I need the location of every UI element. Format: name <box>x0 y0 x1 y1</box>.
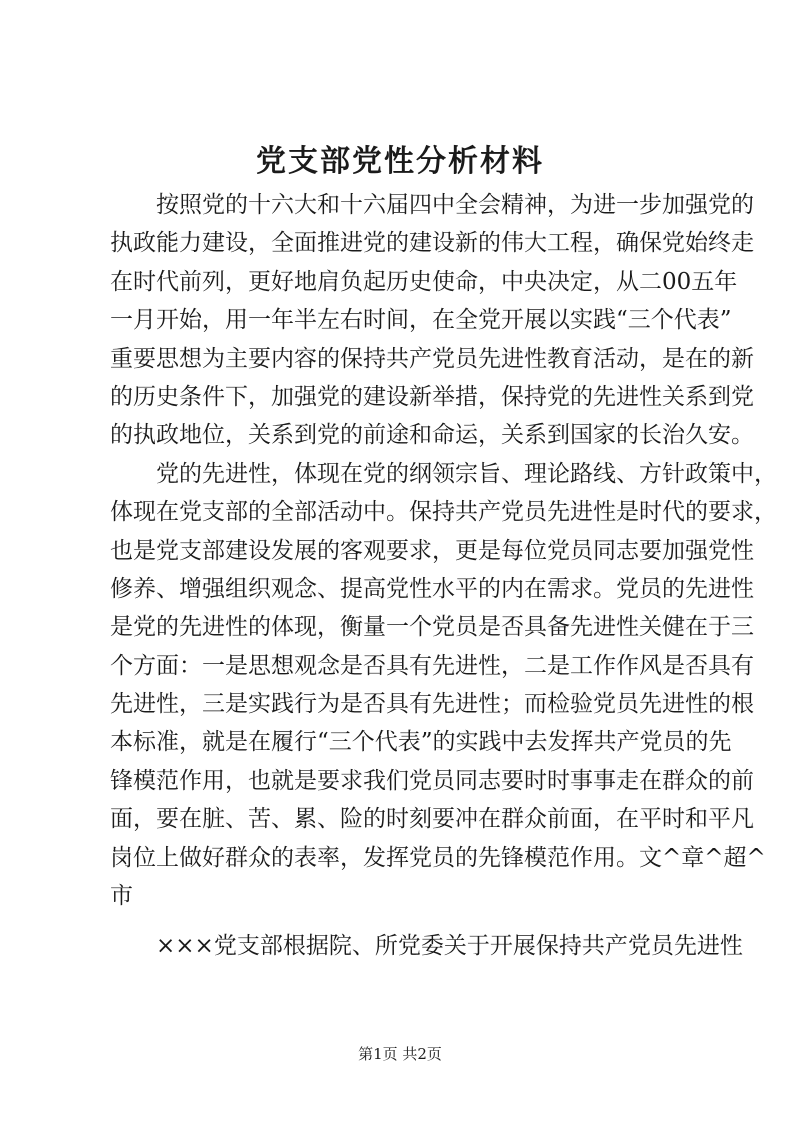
paragraph-2-line-9: 锋模范作用，也就是要求我们党员同志要时时事事走在群众的前 <box>110 767 754 794</box>
paragraph-2-line-7: 先进性，三是实践行为是否具有先进性；而检验党员先进性的根 <box>110 691 754 718</box>
paragraph-spacer <box>110 915 710 927</box>
paragraph-2-line-12: 市 <box>110 883 133 910</box>
paragraph-2-line-10: 面，要在脏、苦、累、险的时刻要冲在群众前面，在平时和平凡 <box>110 806 754 833</box>
paragraph-1-line-7: 的执政地位，关系到党的前途和命运，关系到国家的长治久安。 <box>110 422 754 449</box>
paragraph-2-line-6: 个方面：一是思想观念是否具有先进性，二是工作作风是否具有 <box>110 652 754 679</box>
paragraph-2-line-4: 修养、增强组织观念、提高党性水平的内在需求。党员的先进性 <box>110 575 754 602</box>
paragraph-1-line-5: 重要思想为主要内容的保持共产党员先进性教育活动，是在的新 <box>110 345 754 372</box>
page-number-footer: 第1页 共2页 <box>358 1045 442 1063</box>
paragraph-1-line-3: 在时代前列，更好地肩负起历史使命，中央决定，从二00五年 <box>110 268 738 295</box>
paragraph-1-line-1: 按照党的十六大和十六届四中全会精神，为进一步加强党的 <box>156 192 754 218</box>
paragraph-1-line-4: 一月开始，用一年半左右时间，在全党开展以实践“三个代表” <box>110 307 732 334</box>
paragraph-3-line-1: ×××党支部根据院、所党委关于开展保持共产党员先进性 <box>156 933 743 960</box>
paragraph-1-line-6: 的历史条件下，加强党的建设新举措，保持党的先进性关系到党 <box>110 383 754 410</box>
paragraph-1-line-2: 执政能力建设，全面推进党的建设新的伟大工程，确保党始终走 <box>110 230 754 257</box>
paragraph-2-line-8: 本标准，就是在履行“三个代表”的实践中去发挥共产党员的先 <box>110 729 732 756</box>
document-body <box>110 186 777 966</box>
paragraph-2-line-11: 岗位上做好群众的表率，发挥党员的先锋模范作用。文^章^超^ <box>110 844 766 871</box>
document-title: 党支部党性分析材料 <box>256 144 544 179</box>
paragraph-2-line-2: 体现在党支部的全部活动中。保持共产党员先进性是时代的要求， <box>110 499 777 526</box>
paragraph-2-line-5: 是党的先进性的体现，衡量一个党员是否具备先进性关健在于三 <box>110 614 754 641</box>
paragraph-2-line-3: 也是党支部建设发展的客观要求，更是每位党员同志要加强党性 <box>110 537 754 564</box>
paragraph-2-line-1: 党的先进性，体现在党的纲领宗旨、理论路线、方针政策中， <box>156 460 777 487</box>
